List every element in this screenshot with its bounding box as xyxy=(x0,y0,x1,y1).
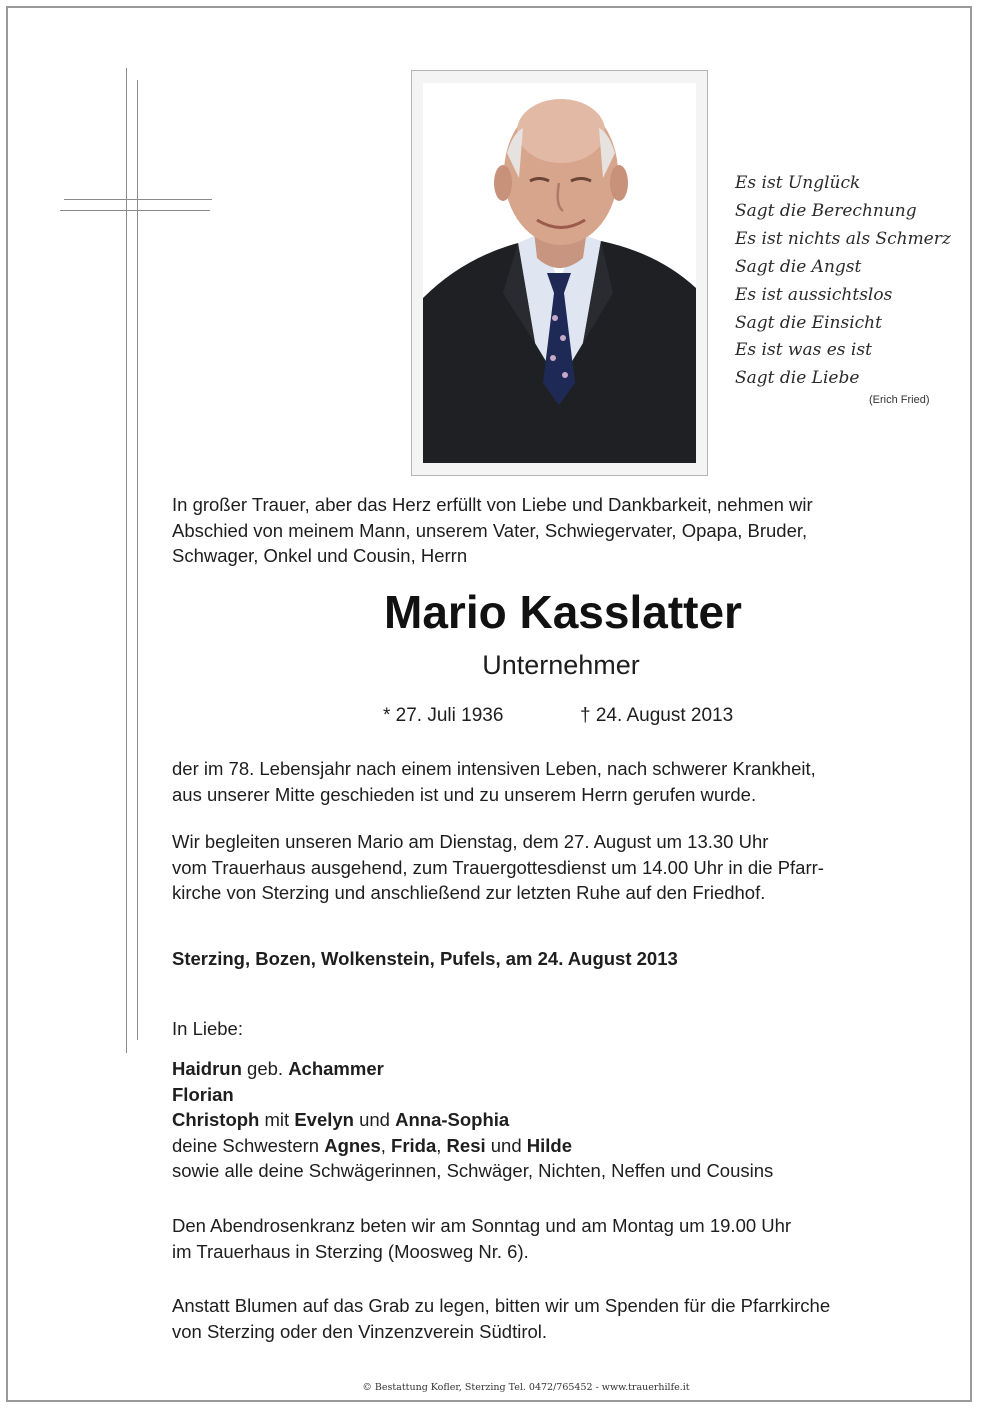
rosary-paragraph xyxy=(172,1213,791,1264)
donation-paragraph xyxy=(172,1293,830,1344)
mourners-heading: In Liebe: xyxy=(172,1018,243,1039)
poem-line: Es ist was es ist xyxy=(735,340,872,361)
mourner-name: Frida xyxy=(391,1134,437,1156)
mourner-connector: deine Schwestern xyxy=(172,1134,325,1156)
intro-paragraph xyxy=(172,492,813,569)
mourner-name: Christoph xyxy=(172,1109,260,1130)
intro-line: Abschied von meinem Mann, unserem Vater, Schwiegervater, Opapa, Bruder, xyxy=(172,519,808,541)
mourner-connector: und xyxy=(353,1109,396,1130)
poem-line: Es ist nichts als Schmerz xyxy=(735,228,951,249)
cross-vertical-line xyxy=(137,80,138,1040)
poem-line: Sagt die Liebe xyxy=(735,368,860,389)
mourner-connector: , xyxy=(436,1134,447,1156)
mourner-name: Florian xyxy=(172,1083,234,1105)
poem-author: (Erich Fried) xyxy=(869,394,930,406)
mourner-connector: , xyxy=(380,1134,392,1156)
poem-line: Sagt die Einsicht xyxy=(735,312,882,333)
poem-line: Es ist Unglück xyxy=(735,173,861,193)
mourner-name: Hilde xyxy=(526,1134,573,1156)
rosary-line: Den Abendrosenkranz beten wir am Sonntag und am Montag um 19.00 Uhr xyxy=(172,1215,792,1236)
mourner-name: Resi xyxy=(446,1134,486,1156)
intro-line: Schwager, Onkel und Cousin, Herrn xyxy=(172,545,468,566)
mourner-name: Achammer xyxy=(288,1058,384,1079)
mourner-line xyxy=(172,1107,773,1133)
mourner-connector: mit xyxy=(259,1109,295,1130)
funeral-line: vom Trauerhaus ausgehend, zum Trauergottesdienst um 14.00 Uhr in die Pfarr- xyxy=(172,856,824,878)
mourner-name: Anna-Sophia xyxy=(395,1109,510,1130)
footer-credit: © Bestattung Kofler, Sterzing Tel. 0472/765452 - www.trauerhilfe.it xyxy=(362,1382,690,1393)
portrait-photo xyxy=(423,83,696,463)
life-line: der im 78. Lebensjahr nach einem intensiven Leben, nach schwerer Krankheit, xyxy=(172,758,816,779)
rosary-line: im Trauerhaus in Sterzing (Moosweg Nr. 6). xyxy=(172,1240,529,1262)
intro-line: In großer Trauer, aber das Herz erfüllt von Liebe und Dankbarkeit, nehmen wir xyxy=(172,494,813,515)
poem-line: Sagt die Angst xyxy=(735,256,862,277)
poem-line: Sagt die Berechnung xyxy=(735,200,917,221)
place-date: Sterzing, Bozen, Wolkenstein, Pufels, am 24. August 2013 xyxy=(172,948,678,969)
birth-date: * 27. Juli 1936 xyxy=(383,705,504,726)
deceased-name: Mario Kasslatter xyxy=(384,586,742,638)
cross-horizontal-line xyxy=(60,210,210,211)
deceased-profession: Unternehmer xyxy=(482,650,640,680)
funeral-line: Wir begleiten unseren Mario am Dienstag, dem 27. August um 13.30 Uhr xyxy=(172,831,769,852)
mourner-line xyxy=(172,1133,773,1159)
mourner-connector: geb. xyxy=(241,1058,289,1079)
funeral-line: kirche von Sterzing und anschließend zur letzten Ruhe auf den Friedhof. xyxy=(172,882,766,903)
mourner-line: sowie alle deine Schwägerinnen, Schwäger, Nichten, Neffen und Cousins xyxy=(172,1160,774,1181)
cross-horizontal-line xyxy=(64,199,212,200)
life-line: aus unserer Mitte geschieden ist und zu unserem Herrn gerufen wurde. xyxy=(172,783,757,805)
donation-line: von Sterzing oder den Vinzenzverein Südtirol. xyxy=(172,1320,548,1342)
mourners-list xyxy=(172,1056,773,1184)
funeral-paragraph xyxy=(172,829,824,906)
poem xyxy=(735,170,965,393)
mourner-name: Agnes xyxy=(324,1134,381,1156)
donation-line: Anstatt Blumen auf das Grab zu legen, bitten wir um Spenden für die Pfarrkirche xyxy=(172,1295,831,1316)
cross-vertical-line xyxy=(126,68,127,1053)
mourner-name: Evelyn xyxy=(294,1109,354,1130)
mourner-connector: und xyxy=(485,1134,527,1156)
poem-line: Es ist aussichtslos xyxy=(735,284,893,305)
portrait-frame xyxy=(411,70,708,476)
mourner-line xyxy=(172,1056,773,1082)
death-date: † 24. August 2013 xyxy=(580,705,734,726)
life-paragraph xyxy=(172,756,816,807)
mourner-name: Haidrun xyxy=(172,1058,242,1079)
